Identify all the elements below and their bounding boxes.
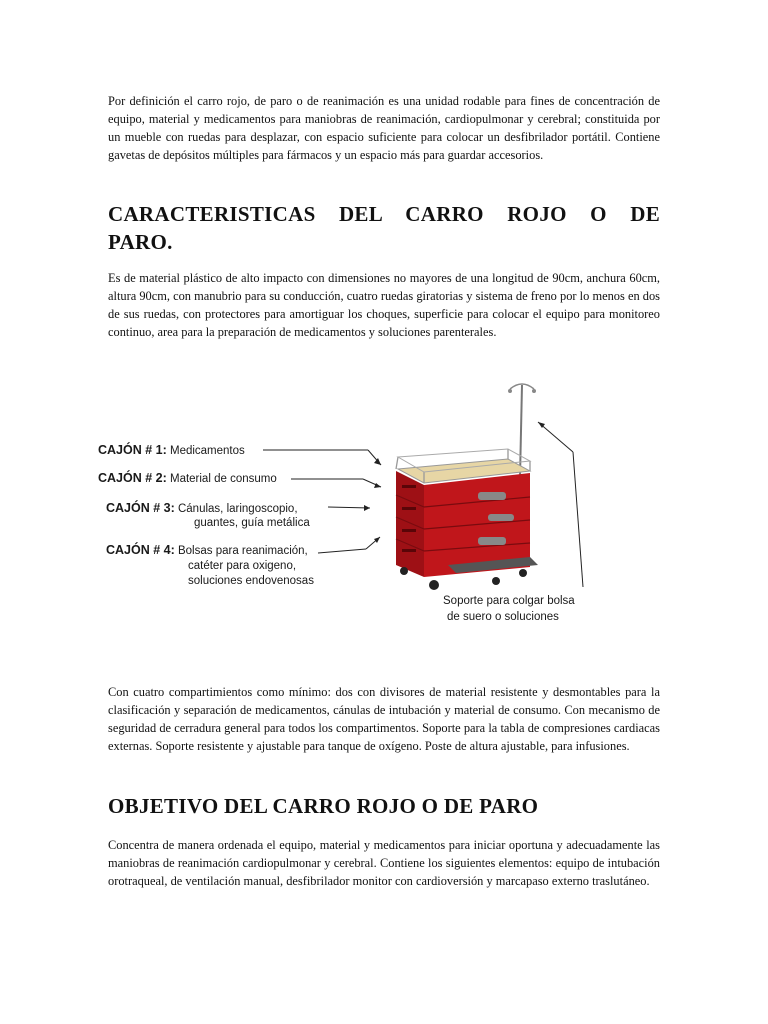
- soporte-label-1: Soporte para colgar bolsa: [443, 595, 575, 607]
- cajon-4-number: CAJÓN # 4:: [106, 543, 175, 557]
- cajon-2-text: Material de consumo: [169, 473, 277, 485]
- cajon-4-line2: catéter para oxigeno,: [188, 560, 297, 572]
- cajon-2-number: CAJÓN # 2:: [98, 471, 167, 485]
- heading-caracteristicas: CARACTERISTICAS DEL CARRO ROJO O DE PARO.: [108, 202, 660, 254]
- heading-objetivo: OBJETIVO DEL CARRO ROJO O DE PARO: [108, 794, 539, 818]
- objetivo-paragraph: Concentra de manera ordenada el equipo, material y medicamentos para iniciar oportuna y adecuadamente las maniobras de reanimación cardiopulmonar y cerebral. Contiene los siguientes elementos: equipo de intubación orotraqueal, de ventilación manual, desfibrilador monitor con cardioversión y marcapaso externo traslutáneo.: [108, 838, 660, 888]
- cajon-3-text-1: Cánulas, laringoscopio,: [177, 503, 298, 515]
- cajon-1-text: Medicamentos: [169, 445, 245, 457]
- cart-figure: [98, 377, 658, 632]
- intro-paragraph: Por definición el carro rojo, de paro o de reanimación es una unidad rodable para fines de concentración de equipo, material y medicamentos para maniobras de reanimación, cardiopulmonar y cerebral; constituida por un mueble con ruedas para desplazar, con espacio suficiente para colocar un desfibrilador portátil. Contiene gavetas de depósitos múltiples para fármacos y un espacio más para guardar accesorios.: [108, 94, 660, 162]
- cajon-3-line2: guantes, guía metálica: [194, 517, 310, 529]
- cajon-3-number: CAJÓN # 3:: [106, 501, 175, 515]
- soporte-label-2: de suero o soluciones: [447, 611, 559, 623]
- cajon-1-label: [98, 443, 245, 458]
- cajon-3-label: [106, 501, 298, 516]
- cajon-4-text-1: Bolsas para reanimación,: [177, 545, 308, 557]
- caracteristicas-paragraph: Es de material plástico de alto impacto con dimensiones no mayores de una longitud de 90cm, anchura 60cm, altura 90cm, con manubrio para su conducción, cuatro ruedas giratorias y sistema de freno por lo menos en dos de sus ruedas, con protectores para amortiguar los choques, superficie para colocar el equipo para monitoreo continuo, area para la preparación de medicamentos y soluciones parenterales.: [108, 271, 660, 339]
- cajon-2-label: [98, 471, 277, 486]
- cajon-4-label: [106, 543, 308, 558]
- cajon-4-line3: soluciones endovenosas: [188, 575, 314, 587]
- cajon-1-number: CAJÓN # 1:: [98, 443, 167, 457]
- compartimientos-paragraph: Con cuatro compartimientos como mínimo: dos con divisores de material resistente y desmontables para la clasificación y separación de medicamentos, cánulas de intubación y material de consumo. Con mecanismo de seguridad de cerradura general para todos los compartimentos. Soporte para la tabla de compresiones cardiacas externas. Soporte resistente y ajustable para tanque de oxígeno. Poste de altura ajustable, para infusiones.: [108, 685, 660, 753]
